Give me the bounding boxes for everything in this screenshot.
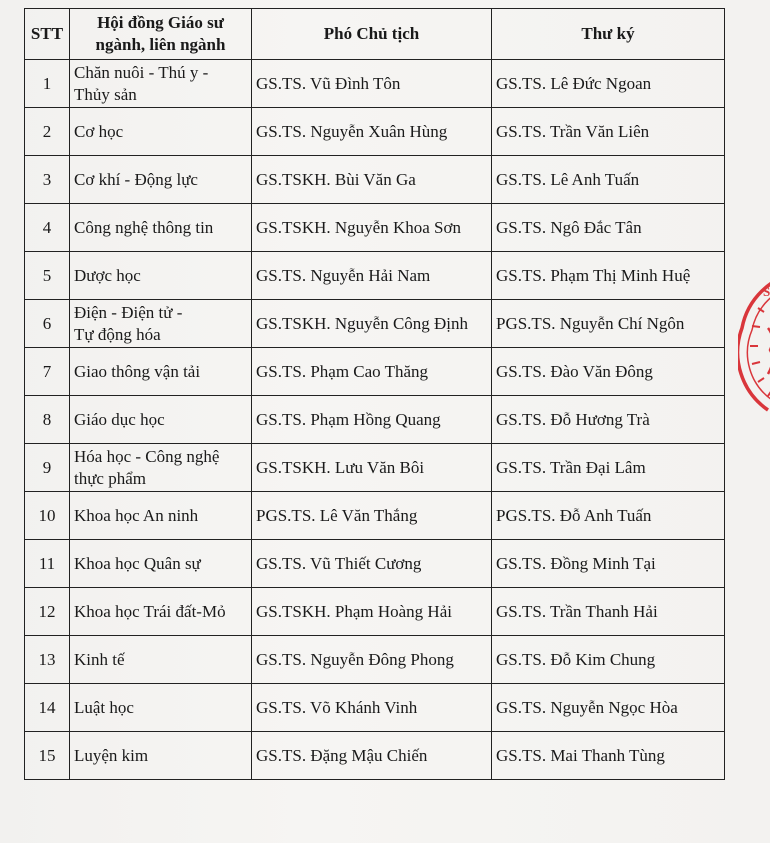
table-header xyxy=(25,9,725,60)
row-council-name xyxy=(70,684,252,732)
row-stt: 11 xyxy=(25,540,70,588)
header-stt: STT xyxy=(25,9,70,60)
table-row xyxy=(25,588,725,636)
row-stt: 15 xyxy=(25,732,70,780)
table-row xyxy=(25,492,725,540)
row-vice-chair: GS.TS. Vũ Đình Tôn xyxy=(252,60,492,108)
row-vice-chair: GS.TS. Phạm Hồng Quang xyxy=(252,396,492,444)
row-secretary: PGS.TS. Đỗ Anh Tuấn xyxy=(492,492,725,540)
row-vice-chair: GS.TSKH. Bùi Văn Ga xyxy=(252,156,492,204)
row-vice-chair: GS.TS. Nguyễn Đông Phong xyxy=(252,636,492,684)
table-row xyxy=(25,252,725,300)
row-council-name xyxy=(70,300,252,348)
row-secretary: GS.TS. Đồng Minh Tại xyxy=(492,540,725,588)
row-stt: 12 xyxy=(25,588,70,636)
row-vice-chair: GS.TSKH. Lưu Văn Bôi xyxy=(252,444,492,492)
row-stt: 5 xyxy=(25,252,70,300)
row-council-name xyxy=(70,588,252,636)
table-row xyxy=(25,396,725,444)
row-council-line1: Luật học xyxy=(74,697,134,717)
table-row xyxy=(25,540,725,588)
table-row xyxy=(25,156,725,204)
row-council-name xyxy=(70,636,252,684)
row-council-name xyxy=(70,108,252,156)
row-secretary: GS.TS. Nguyễn Ngọc Hòa xyxy=(492,684,725,732)
table-row xyxy=(25,300,725,348)
row-council-name xyxy=(70,348,252,396)
row-vice-chair: GS.TSKH. Phạm Hoàng Hải xyxy=(252,588,492,636)
header-secretary: Thư ký xyxy=(492,9,725,60)
table-row xyxy=(25,348,725,396)
row-stt: 14 xyxy=(25,684,70,732)
table-row xyxy=(25,204,725,252)
header-council-line1: Hội đồng Giáo sư xyxy=(97,13,224,32)
row-vice-chair: GS.TS. Võ Khánh Vinh xyxy=(252,684,492,732)
seal-icon xyxy=(738,268,770,418)
header-row xyxy=(25,9,725,60)
header-vice-chair: Phó Chủ tịch xyxy=(252,9,492,60)
row-council-name xyxy=(70,444,252,492)
table-body xyxy=(25,60,725,780)
row-stt: 3 xyxy=(25,156,70,204)
table-row xyxy=(25,732,725,780)
header-council-line2: ngành, liên ngành xyxy=(95,35,226,54)
row-stt: 2 xyxy=(25,108,70,156)
row-vice-chair: GS.TSKH. Nguyễn Khoa Sơn xyxy=(252,204,492,252)
row-stt: 6 xyxy=(25,300,70,348)
row-council-line2: Tự động hóa xyxy=(74,324,161,344)
row-council-line1: Khoa học Quân sự xyxy=(74,553,201,573)
row-council-line1: Cơ khí - Động lực xyxy=(74,169,198,189)
row-secretary: GS.TS. Phạm Thị Minh Huệ xyxy=(492,252,725,300)
row-council-line1: Điện - Điện tử - xyxy=(74,302,183,322)
row-council-line1: Chăn nuôi - Thú y - xyxy=(74,62,209,82)
row-secretary: GS.TS. Trần Đại Lâm xyxy=(492,444,725,492)
row-vice-chair: GS.TS. Phạm Cao Thăng xyxy=(252,348,492,396)
table-row xyxy=(25,444,725,492)
row-council-line1: Giao thông vận tải xyxy=(74,361,201,381)
row-council-name xyxy=(70,204,252,252)
row-stt: 13 xyxy=(25,636,70,684)
row-council-line1: Luyện kim xyxy=(74,745,149,765)
row-council-name xyxy=(70,252,252,300)
row-vice-chair: PGS.TS. Lê Văn Thắng xyxy=(252,492,492,540)
row-secretary: GS.TS. Đào Văn Đông xyxy=(492,348,725,396)
row-council-line1: Khoa học Trái đất-Mỏ xyxy=(74,601,226,621)
row-secretary: GS.TS. Đỗ Kim Chung xyxy=(492,636,725,684)
row-vice-chair: GS.TS. Nguyễn Xuân Hùng xyxy=(252,108,492,156)
row-secretary: GS.TS. Ngô Đắc Tân xyxy=(492,204,725,252)
row-council-line1: Công nghệ thông tin xyxy=(74,217,214,237)
table-row xyxy=(25,684,725,732)
table-row xyxy=(25,60,725,108)
row-secretary: GS.TS. Trần Thanh Hải xyxy=(492,588,725,636)
row-stt: 8 xyxy=(25,396,70,444)
row-council-line1: Dược học xyxy=(74,265,141,285)
row-stt: 4 xyxy=(25,204,70,252)
row-council-line1: Giáo dục học xyxy=(74,409,165,429)
header-council xyxy=(70,9,252,60)
row-council-name xyxy=(70,60,252,108)
row-secretary: GS.TS. Lê Đức Ngoan xyxy=(492,60,725,108)
row-secretary: GS.TS. Đỗ Hương Trà xyxy=(492,396,725,444)
row-council-line2: Thủy sản xyxy=(74,84,137,104)
row-council-line1: Hóa học - Công nghệ xyxy=(74,446,220,466)
row-vice-chair: GS.TS. Nguyễn Hải Nam xyxy=(252,252,492,300)
row-stt: 9 xyxy=(25,444,70,492)
table-row xyxy=(25,636,725,684)
row-council-name xyxy=(70,732,252,780)
row-council-name xyxy=(70,540,252,588)
row-stt: 10 xyxy=(25,492,70,540)
row-stt: 1 xyxy=(25,60,70,108)
row-secretary: GS.TS. Mai Thanh Tùng xyxy=(492,732,725,780)
row-secretary: PGS.TS. Nguyễn Chí Ngôn xyxy=(492,300,725,348)
row-vice-chair: GS.TSKH. Nguyễn Công Định xyxy=(252,300,492,348)
row-council-line2: thực phẩm xyxy=(74,468,147,488)
row-council-line1: Kinh tế xyxy=(74,649,125,669)
row-secretary: GS.TS. Lê Anh Tuấn xyxy=(492,156,725,204)
seal-letter: S xyxy=(763,284,770,299)
row-vice-chair: GS.TS. Đặng Mậu Chiến xyxy=(252,732,492,780)
red-seal-stamp xyxy=(738,268,770,418)
row-council-name xyxy=(70,492,252,540)
table-row xyxy=(25,108,725,156)
row-council-name xyxy=(70,396,252,444)
council-table xyxy=(24,8,725,780)
row-stt: 7 xyxy=(25,348,70,396)
row-secretary: GS.TS. Trần Văn Liên xyxy=(492,108,725,156)
row-council-line1: Cơ học xyxy=(74,121,124,141)
row-council-line1: Khoa học An ninh xyxy=(74,505,199,525)
row-council-name xyxy=(70,156,252,204)
row-vice-chair: GS.TS. Vũ Thiết Cương xyxy=(252,540,492,588)
